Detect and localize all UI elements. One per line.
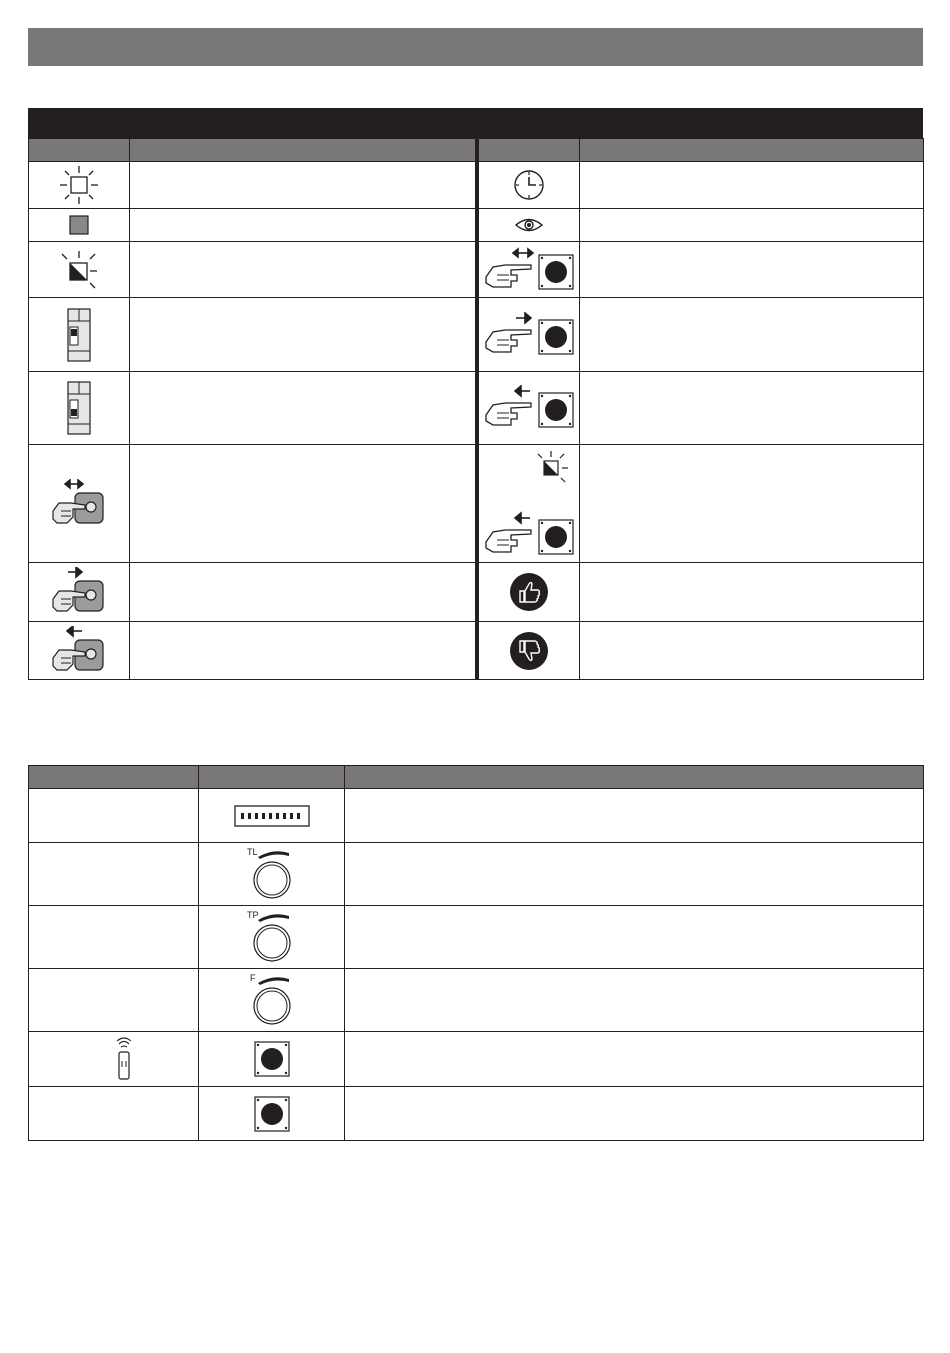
legend-row <box>29 242 924 298</box>
legend-meaning <box>580 622 924 680</box>
settings-symbol-cell <box>199 789 345 843</box>
symbols-legend <box>28 108 923 680</box>
legend-symbol-cell <box>29 242 130 298</box>
led-off-icon <box>68 214 90 236</box>
eye-icon <box>514 217 544 233</box>
legend-meaning <box>130 209 477 242</box>
trimmer-label: F <box>249 973 255 983</box>
legend-meaning <box>130 622 477 680</box>
thumbs-down-icon <box>509 631 549 671</box>
legend-symbol-cell <box>477 162 580 209</box>
legend-symbol-cell <box>29 209 130 242</box>
legend-header-symbol-left <box>29 139 130 162</box>
legend-meaning <box>580 298 924 372</box>
settings-header-symbol <box>199 766 345 789</box>
settings-name <box>29 843 199 906</box>
legend-meaning <box>130 372 477 445</box>
legend-symbol-cell <box>29 372 130 445</box>
legend-header-symbol-right <box>477 139 580 162</box>
legend-title-bar <box>28 108 923 138</box>
legend-table <box>28 138 924 680</box>
settings-description <box>345 1032 924 1087</box>
settings-description <box>345 789 924 843</box>
legend-row <box>29 372 924 445</box>
legend-header-meaning-right <box>580 139 924 162</box>
settings-symbol-cell <box>199 1032 345 1087</box>
settings-description <box>345 1087 924 1141</box>
legend-symbol-cell <box>29 445 130 563</box>
settings-name <box>29 1032 199 1087</box>
settings-row <box>29 969 924 1032</box>
legend-symbol-cell <box>29 298 130 372</box>
legend-meaning <box>130 162 477 209</box>
legend-meaning <box>580 242 924 298</box>
legend-row <box>29 563 924 622</box>
legend-meaning <box>580 372 924 445</box>
legend-meaning <box>580 162 924 209</box>
legend-symbol-cell <box>477 242 580 298</box>
settings-symbol-cell <box>199 906 345 969</box>
remote-release-icon <box>51 626 107 676</box>
settings-row <box>29 1087 924 1141</box>
legend-meaning <box>130 445 477 563</box>
trimmer-f-icon[interactable] <box>247 972 297 1028</box>
press-and-hold-board-button-icon <box>483 312 575 358</box>
legend-row <box>29 162 924 209</box>
legend-symbol-cell <box>477 563 580 622</box>
legend-meaning <box>580 209 924 242</box>
settings-description <box>345 843 924 906</box>
trimmer-label: TP <box>246 910 259 920</box>
settings-row <box>29 906 924 969</box>
thumbs-up-icon <box>509 572 549 612</box>
legend-meaning <box>580 445 924 563</box>
settings-row <box>29 789 924 843</box>
settings-symbol-cell <box>199 843 345 906</box>
legend-symbol-cell <box>477 622 580 680</box>
page-header-band <box>28 28 923 66</box>
legend-meaning <box>580 563 924 622</box>
settings-row <box>29 843 924 906</box>
legend-symbol-cell <box>29 563 130 622</box>
settings-name <box>29 969 199 1032</box>
dip-switch-icon[interactable] <box>234 805 310 827</box>
breaker-on-icon <box>64 307 94 363</box>
press-and-release-board-button-icon <box>483 247 575 293</box>
legend-symbol-cell <box>477 445 580 563</box>
legend-row <box>29 622 924 680</box>
release-at-led-blink-icon <box>483 450 575 558</box>
settings-row <box>29 1032 924 1087</box>
legend-header-row <box>29 139 924 162</box>
clock-icon <box>513 169 545 201</box>
release-board-button-icon <box>483 385 575 431</box>
legend-meaning <box>130 563 477 622</box>
remote-control-icon <box>114 1037 134 1081</box>
legend-symbol-cell <box>29 622 130 680</box>
settings-symbol-cell <box>199 969 345 1032</box>
trimmer-label: TL <box>246 847 258 857</box>
settings-header-name <box>29 766 199 789</box>
settings-description <box>345 969 924 1032</box>
legend-row <box>29 445 924 563</box>
settings-name <box>29 789 199 843</box>
legend-row <box>29 209 924 242</box>
settings-name <box>29 1087 199 1141</box>
legend-symbol-cell <box>29 162 130 209</box>
legend-meaning <box>130 298 477 372</box>
settings-description <box>345 906 924 969</box>
breaker-off-icon <box>64 380 94 436</box>
board-settings <box>28 765 923 1141</box>
settings-header-row <box>29 766 924 789</box>
remote-press-release-icon <box>51 479 107 529</box>
board-button-icon[interactable] <box>254 1041 290 1077</box>
led-blinking-icon <box>59 250 99 290</box>
settings-symbol-cell <box>199 1087 345 1141</box>
trimmer-tl-icon[interactable] <box>247 846 297 902</box>
legend-symbol-cell <box>477 298 580 372</box>
trimmer-tp-icon[interactable] <box>247 909 297 965</box>
settings-name <box>29 906 199 969</box>
settings-table <box>28 765 924 1141</box>
led-on-icon <box>59 165 99 205</box>
legend-row <box>29 298 924 372</box>
remote-press-hold-icon <box>51 567 107 617</box>
legend-header-meaning-left <box>130 139 477 162</box>
legend-symbol-cell <box>477 209 580 242</box>
settings-header-description <box>345 766 924 789</box>
board-button-icon[interactable] <box>254 1096 290 1132</box>
legend-symbol-cell <box>477 372 580 445</box>
legend-meaning <box>130 242 477 298</box>
